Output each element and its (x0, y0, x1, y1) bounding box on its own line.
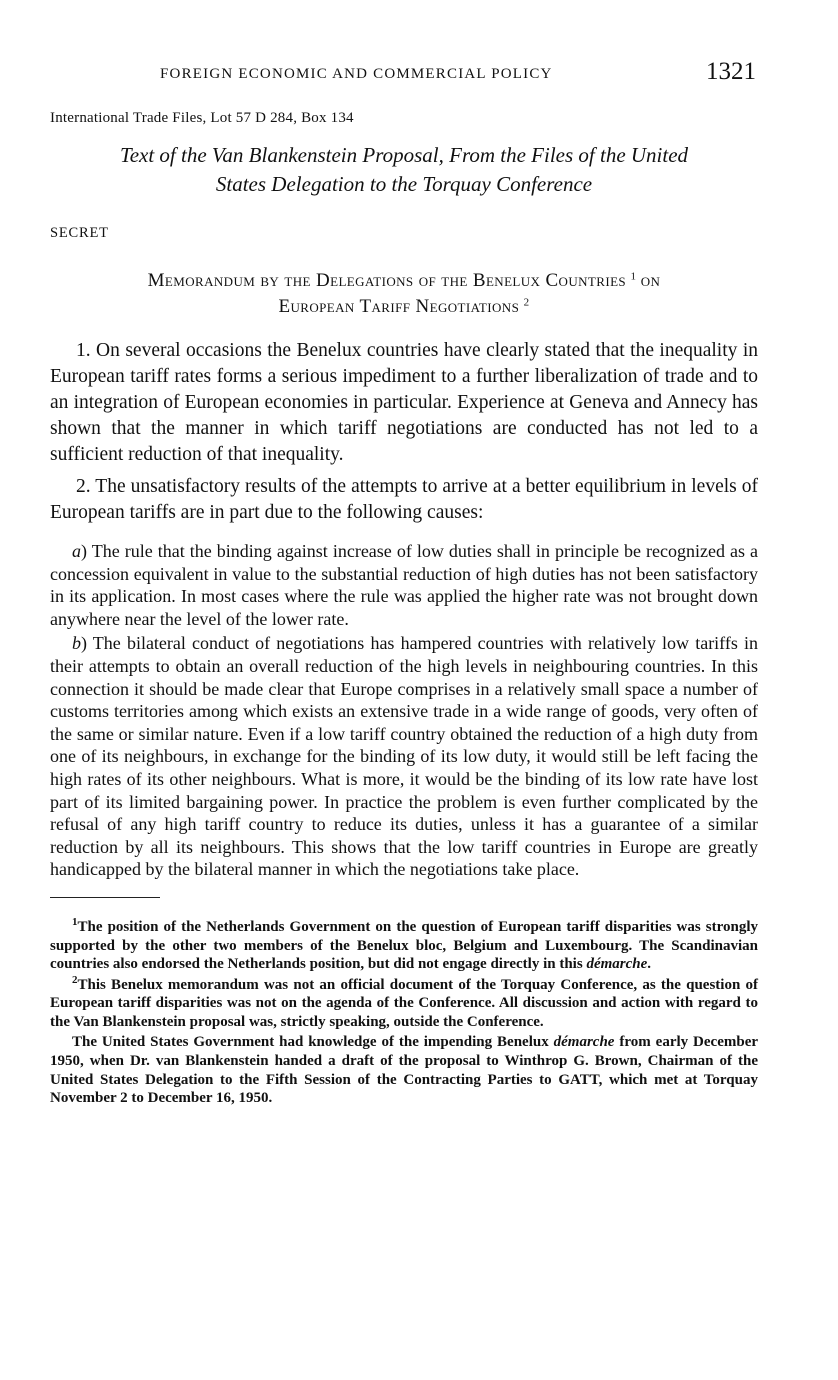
footnotes (50, 915, 759, 1108)
footnote-3-text: from early December 1950, when Dr. van Blankenstein handed a draft of the proposal to Winthrop G. Brown, Chairman of the United States Delegation to the Fifth Session of the Contracting Parties to GATT, which met at Torquay November 2 to December 16, 1950. (50, 1034, 759, 1107)
running-title: FOREIGN ECONOMIC AND COMMERCIAL POLICY (160, 66, 553, 82)
subparagraph-a-text: ) The rule that the binding against increase of low duties shall in principle be recognized as a concession equivalent in value to the substantial reduction of high duties has not been satisfactory in its application. In most cases where the rule was applied the higher rate was not brought down anywhere near the level of the lower rate. (50, 541, 758, 629)
page-number: 1321 (706, 58, 756, 85)
memorandum-heading (50, 268, 758, 320)
footnote-1-mark: 1 (72, 915, 78, 928)
footnote-1-text: The position of the Netherlands Government on the question of European tariff disparities was strongly supported by the other two members of the Benelux bloc, Belgium and Luxembourg. The Scandinavian countries also endorsed the Netherlands position, but did not engage directly in this (50, 918, 758, 973)
footnote-1-end: . (647, 956, 652, 973)
paragraph-1: 1. On several occasions the Benelux countries have clearly stated that the inequality in European tariff rates forms a serious impediment to a further liberalization of trade and to an integration of European economies in particular. Experience at Geneva and Annecy has shown that the manner in which tariff negotiations are conducted has not led to a sufficient reduction of that inequality. (50, 340, 758, 465)
running-header (50, 58, 758, 92)
footnote-ref-2: 2 (523, 296, 530, 309)
footnote-divider (50, 897, 160, 898)
source-citation: International Trade Files, Lot 57 D 284, Box 134 (50, 110, 354, 126)
footnote-2-text: This Benelux memorandum was not an official document of the Torquay Conference, as the question of European tariff disparities was not on the agenda of the Conference. All discussion and action with regard to the Van Blankenstein proposal was, strictly speaking, outside the Conference. (50, 976, 758, 1030)
footnote-3-start: The United States Government had knowledge of the impending Benelux (72, 1034, 549, 1051)
subparagraph-a-letter: a (72, 541, 81, 561)
subparagraph-b (50, 632, 758, 881)
footnote-2 (50, 973, 758, 1032)
document-title-line-2: States Delegation to the Torquay Conference (215, 172, 593, 196)
document-page (50, 58, 758, 1108)
footnote-1 (50, 915, 758, 974)
subparagraph-b-text: ) The bilateral conduct of negotiations has hampered countries with relatively low tariffs in their attempts to obtain an overall reduction of the high levels in neighbouring countries. In this connection it should be made clear that Europe comprises in a relatively small space a number of customs territories among which exists an extensive trade in a wide range of goods, very often of the same or similar nature. Even if a low tariff country obtained the reduction of a high duty from one of its neighbours, in exchange for the binding of its low duty, it would still be left facing the high rates of its other neighbours. What is more, it would be the binding of its low rate have lost part of its limited bargaining power. In practice the problem is even further complicated by the refusal of any high tariff country to reduce its duties, unless it has a guarantee of a similar reduction by all its neighbours. This shows that the low tariff countries in Europe are greatly handicapped by the bilateral manner in which the negotiations take place. (50, 633, 758, 880)
memo-heading-part-3: European Tariff Negotiations (278, 296, 520, 317)
memo-heading-part-2: on (640, 270, 661, 291)
subparagraph-a (50, 540, 758, 630)
classification-marking: SECRET (50, 225, 109, 241)
footnote-3-italic: démarche (553, 1034, 615, 1051)
document-title-line-1: Text of the Van Blankenstein Proposal, From the Files of the United (119, 143, 689, 167)
footnote-2-mark: 2 (72, 973, 78, 986)
footnote-1-italic: démarche (586, 956, 648, 973)
document-title (50, 141, 758, 199)
paragraph-2: 2. The unsatisfactory results of the attempts to arrive at a better equilibrium in levels of European tariffs are in part due to the following causes: (50, 476, 758, 523)
footnote-ref-1: 1 (630, 270, 637, 283)
footnote-2-continuation (50, 1033, 758, 1107)
memo-heading-part-1: Memorandum by the Delegations of the Benelux Countries (147, 270, 627, 291)
subparagraph-b-letter: b (72, 633, 81, 654)
